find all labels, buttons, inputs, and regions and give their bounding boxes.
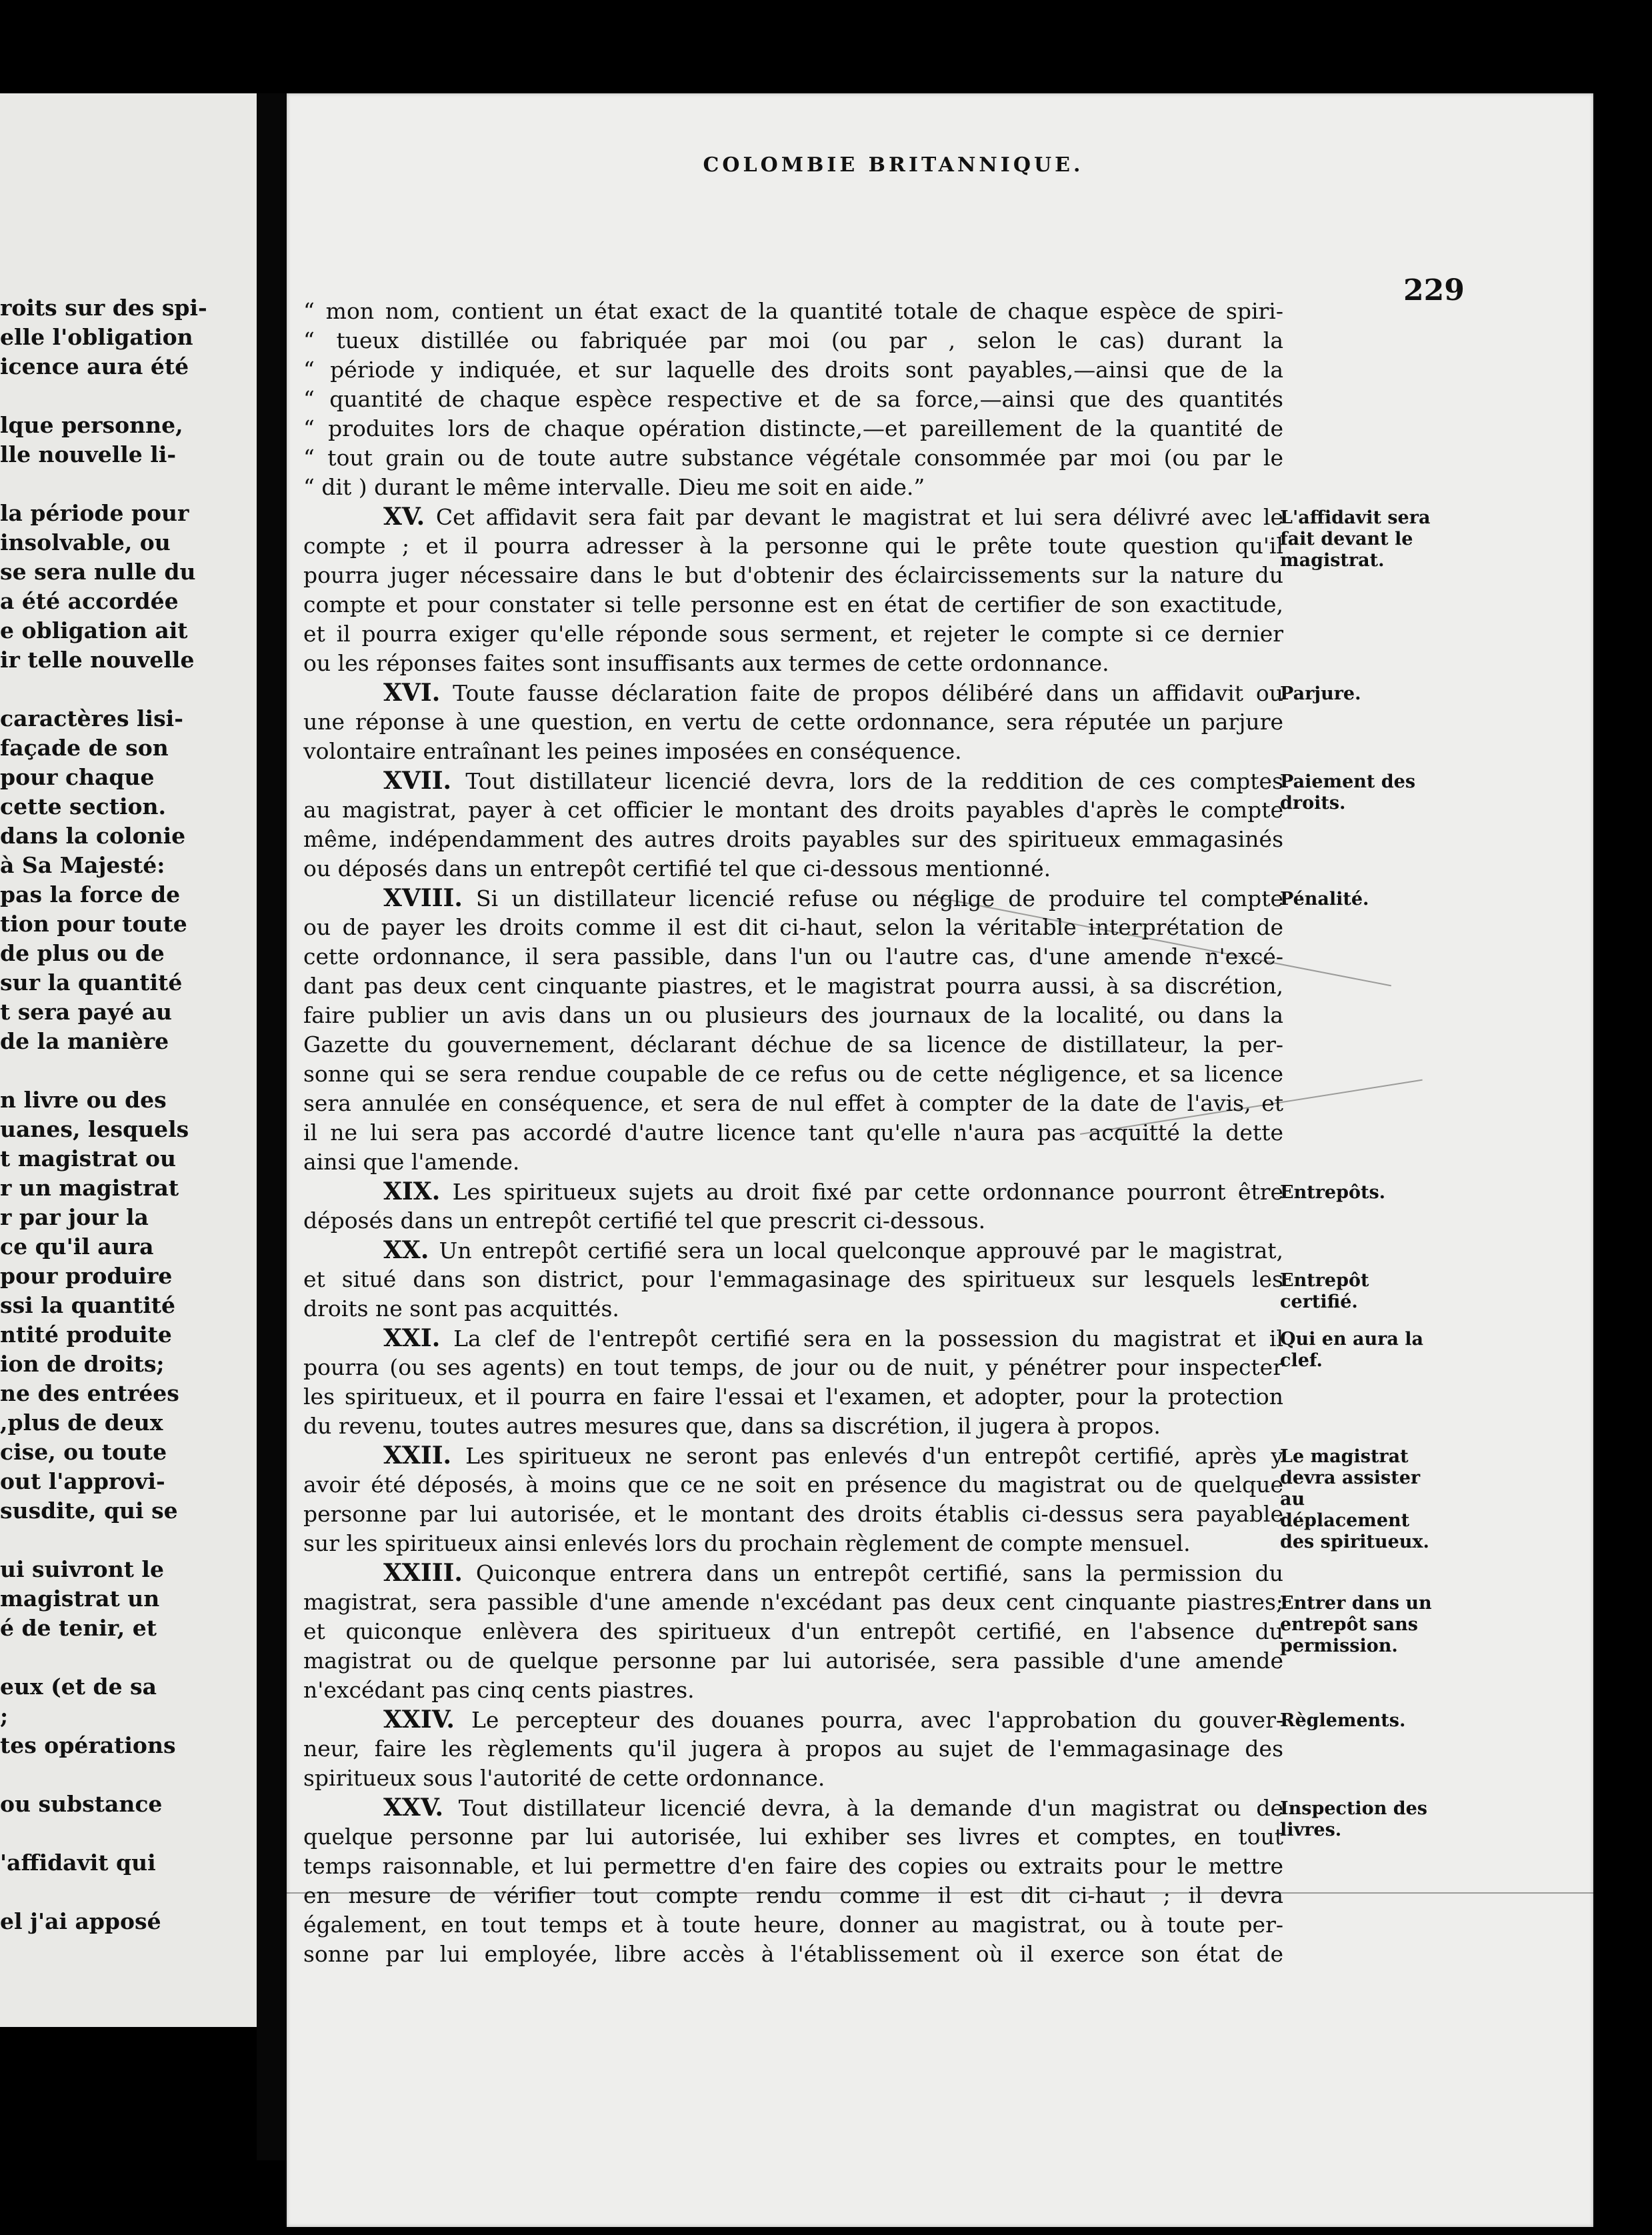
left-page-line: a été accordée xyxy=(0,588,179,614)
line-text: “ période y indiquée, et sur laquelle des droits sont payables,—ainsi que de la xyxy=(303,357,1283,383)
article-number: XXIV. xyxy=(383,1706,455,1734)
line-text: “ dit ) durant le même intervalle. Dieu me soit en aide.” xyxy=(303,474,925,500)
left-page-line: de la manière xyxy=(0,1028,169,1054)
line-text: déposés dans un entrepôt certifié tel que prescrit ci-dessous. xyxy=(303,1208,986,1234)
line-text: “ tout grain ou de toute autre substance végétale consommée par moi (ou par le xyxy=(303,445,1283,471)
body-line xyxy=(303,1588,1283,1617)
left-page-line: é de tenir, et xyxy=(0,1615,157,1641)
left-page-line: ntité produite xyxy=(0,1322,172,1348)
line-text: droits ne sont pas acquittés. xyxy=(303,1296,619,1322)
body-line xyxy=(303,443,1283,473)
body-line xyxy=(303,1676,1283,1705)
left-page-line: ssi la quantité xyxy=(0,1292,176,1318)
body-line xyxy=(303,1852,1283,1881)
body-line xyxy=(303,1646,1283,1676)
left-page-line: lle nouvelle li- xyxy=(0,441,177,467)
body-line xyxy=(303,707,1283,737)
left-page-line xyxy=(0,1819,200,1848)
line-text: “ quantité de chaque espèce respective et de sa force,—ainsi que des quantités xyxy=(303,386,1283,412)
body-line xyxy=(303,561,1283,590)
article-line xyxy=(303,1793,1283,1822)
body-line xyxy=(303,1206,1283,1236)
line-text: n'excédant pas cinq cents piastres. xyxy=(303,1677,695,1703)
book-gutter xyxy=(257,93,290,2160)
line-text: sonne par lui employée, libre accès à l'établissement où il exerce son état de xyxy=(303,1941,1283,1967)
left-page-line: sur la quantité xyxy=(0,969,183,995)
left-page-line: cise, ou toute xyxy=(0,1439,167,1465)
article-line xyxy=(303,1236,1283,1265)
left-page-line xyxy=(0,381,200,411)
line-text: sonne qui se sera rendue coupable de ce refus ou de cette négligence, et sa licence xyxy=(303,1061,1283,1087)
margin-note: L'affidavit sera fait devant le magistrat. xyxy=(1280,507,1431,571)
page-number: 229 xyxy=(1403,273,1465,307)
body-line xyxy=(303,297,1283,326)
left-page-text xyxy=(0,293,207,1936)
body-line xyxy=(303,1940,1283,1969)
left-page-line: eux (et de sa xyxy=(0,1674,157,1700)
line-text: sur les spiritueux ainsi enlevés lors du prochain règlement de compte mensuel. xyxy=(303,1530,1191,1556)
line-text: temps raisonnable, et lui permettre d'en faire des copies ou extraits pour le mettre xyxy=(303,1853,1283,1879)
left-page-line: cette section. xyxy=(0,793,166,819)
left-page-line: tes opérations xyxy=(0,1732,176,1758)
paper-crease xyxy=(287,1892,1593,1894)
body-line xyxy=(303,1470,1283,1500)
body-line xyxy=(303,1910,1283,1940)
left-page-line: pour chaque xyxy=(0,764,155,790)
line-text: ou déposés dans un entrepôt certifié tel que ci-dessous mentionné. xyxy=(303,855,1051,881)
article-line xyxy=(303,502,1283,531)
body-line xyxy=(303,1001,1283,1030)
line-text: dant pas deux cent cinquante piastres, et le magistrat pourra aussi, à sa discrétion, xyxy=(303,973,1283,999)
body-line xyxy=(303,1265,1283,1294)
line-text: personne par lui autorisée, et le montant des droits établis ci-dessus sera payable xyxy=(303,1501,1283,1527)
line-text: pourra (ou ses agents) en tout temps, de jour ou de nuit, y pénétrer pour inspecter xyxy=(303,1354,1283,1380)
body-line xyxy=(303,825,1283,854)
left-page-line: pas la force de xyxy=(0,881,181,907)
line-text: Si un distillateur licencié refuse ou néglige de produire tel compte xyxy=(462,885,1283,911)
article-number: XV. xyxy=(383,503,425,531)
body-line xyxy=(303,1118,1283,1148)
line-text: Les spiritueux sujets au droit fixé par cette ordonnance pourront être xyxy=(440,1179,1283,1205)
margin-note: Parjure. xyxy=(1280,683,1361,704)
line-text: pourra juger nécessaire dans le but d'obtenir des éclaircissements sur la nature du xyxy=(303,562,1283,588)
line-text: Toute fausse déclaration faite de propos délibéré dans un affidavit ou xyxy=(440,680,1283,706)
line-text: Un entrepôt certifié sera un local quelconque approuvé par le magistrat, xyxy=(429,1238,1283,1264)
body-line xyxy=(303,1529,1283,1558)
body-line xyxy=(303,1881,1283,1910)
article-line xyxy=(303,1558,1283,1588)
article-number: XXI. xyxy=(383,1324,441,1352)
body-line xyxy=(303,619,1283,649)
body-line xyxy=(303,854,1283,883)
article-line xyxy=(303,1177,1283,1206)
line-text: cette ordonnance, il sera passible, dans l'un ou l'autre cas, d'une amende n'excé- xyxy=(303,943,1283,969)
line-text: Les spiritueux ne seront pas enlevés d'un entrepôt certifié, après y xyxy=(451,1443,1283,1469)
left-page-line: e obligation ait xyxy=(0,617,188,643)
left-page-line xyxy=(0,1643,200,1672)
line-text: il ne lui sera pas accordé d'autre licence tant qu'elle n'aura pas acquitté la dette xyxy=(303,1120,1283,1146)
left-page-line: t magistrat ou xyxy=(0,1146,176,1172)
body-line xyxy=(303,913,1283,942)
left-page-line: ui suivront le xyxy=(0,1556,164,1582)
article-line xyxy=(303,678,1283,707)
line-text: les spiritueux, et il pourra en faire l'essai et l'examen, et adopter, pour la protection xyxy=(303,1384,1283,1410)
line-text: volontaire entraînant les peines imposées en conséquence. xyxy=(303,738,962,764)
line-text: en mesure de vérifier tout compte rendu comme il est dit ci-haut ; il devra xyxy=(303,1882,1283,1908)
article-number: XVI. xyxy=(383,679,441,707)
left-page-line: insolvable, ou xyxy=(0,529,171,555)
left-page-line: r par jour la xyxy=(0,1204,149,1230)
article-number: XIX. xyxy=(383,1178,441,1206)
body-line xyxy=(303,473,1283,502)
article-line xyxy=(303,883,1283,913)
article-number: XXII. xyxy=(383,1442,452,1470)
left-page-line: ,plus de deux xyxy=(0,1410,163,1436)
line-text: également, en tout temps et à toute heure, donner au magistrat, ou à toute per- xyxy=(303,1912,1283,1938)
line-text: et il pourra exiger qu'elle réponde sous serment, et rejeter le compte si ce dernier xyxy=(303,621,1283,647)
article-number: XX. xyxy=(383,1236,429,1264)
body-line xyxy=(303,355,1283,385)
article-line xyxy=(303,766,1283,795)
left-page-line: el j'ai apposé xyxy=(0,1908,161,1934)
body-line xyxy=(303,326,1283,355)
line-text: compte et pour constater si telle personne est en état de certifier de son exactitude, xyxy=(303,591,1283,617)
left-page-line: la période pour xyxy=(0,500,189,526)
line-text: “ tueux distillée ou fabriquée par moi (ou par , selon le cas) durant la xyxy=(303,327,1283,353)
line-text: Gazette du gouvernement, déclarant déchue de sa licence de distillateur, la per- xyxy=(303,1031,1283,1057)
margin-note: Paiement des droits. xyxy=(1280,771,1416,813)
body-line xyxy=(303,1500,1283,1529)
left-page-line xyxy=(0,1878,200,1907)
left-page-line: ; xyxy=(0,1703,9,1729)
body-line xyxy=(303,1412,1283,1441)
article-number: XXV. xyxy=(383,1794,444,1822)
line-text: et quiconque enlèvera des spiritueux d'un entrepôt certifié, en l'absence du xyxy=(303,1618,1283,1644)
margin-note: Pénalité. xyxy=(1280,889,1369,909)
body-line xyxy=(303,649,1283,678)
line-text: Cet affidavit sera fait par devant le magistrat et lui sera délivré avec le xyxy=(425,504,1283,530)
line-text: “ produites lors de chaque opération distincte,—et pareillement de la quantité de xyxy=(303,415,1283,441)
line-text: quelque personne par lui autorisée, lui exhiber ses livres et comptes, en tout xyxy=(303,1824,1283,1850)
line-text: au magistrat, payer à cet officier le montant des droits payables d'après le compte xyxy=(303,797,1283,823)
left-page-line: ion de droits; xyxy=(0,1351,165,1377)
left-page-line: 'affidavit qui xyxy=(0,1850,156,1876)
body-line xyxy=(303,942,1283,971)
left-page-line: uanes, lesquels xyxy=(0,1116,189,1142)
line-text: sera annulée en conséquence, et sera de nul effet à compter de la date de l'avis, et xyxy=(303,1090,1283,1116)
line-text: une réponse à une question, en vertu de cette ordonnance, sera réputée un parjure xyxy=(303,709,1283,735)
left-facing-page xyxy=(0,93,257,2027)
line-text: Le percepteur des douanes pourra, avec l'approbation du gouver- xyxy=(454,1707,1283,1733)
line-text: ainsi que l'amende. xyxy=(303,1149,520,1175)
body-line xyxy=(303,414,1283,443)
line-text: avoir été déposés, à moins que ce ne soit en présence du magistrat ou de quelque xyxy=(303,1472,1283,1498)
body-line xyxy=(303,1764,1283,1793)
left-page-line: dans la colonie xyxy=(0,823,186,849)
left-page-line: se sera nulle du xyxy=(0,559,196,585)
body-line xyxy=(303,1617,1283,1646)
left-page-line xyxy=(0,1056,200,1085)
line-text: faire publier un avis dans un ou plusieurs des journaux de la localité, ou dans la xyxy=(303,1002,1283,1028)
running-title: COLOMBIE BRITANNIQUE. xyxy=(703,153,1084,177)
line-text: neur, faire les règlements qu'il jugera à propos au sujet de l'emmagasinage des xyxy=(303,1736,1283,1762)
margin-note: Entrer dans un entrepôt sans permission. xyxy=(1280,1593,1432,1656)
body-line xyxy=(303,1382,1283,1412)
body-line xyxy=(303,971,1283,1001)
line-text: compte ; et il pourra adresser à la personne qui le prête toute question qu'il xyxy=(303,533,1283,559)
left-page-line: icence aura été xyxy=(0,353,189,379)
body-line xyxy=(303,1822,1283,1852)
left-page-line: susdite, qui se xyxy=(0,1498,178,1524)
article-line xyxy=(303,1705,1283,1734)
body-line xyxy=(303,795,1283,825)
left-page-line: lque personne, xyxy=(0,412,183,438)
margin-note: Inspection des livres. xyxy=(1280,1798,1427,1840)
left-page-line: ou substance xyxy=(0,1791,163,1817)
left-page-line xyxy=(0,675,200,704)
body-line xyxy=(303,1353,1283,1382)
body-line xyxy=(303,385,1283,414)
body-line xyxy=(303,1294,1283,1324)
left-page-line: ne des entrées xyxy=(0,1380,179,1406)
left-page-line: out l'approvi- xyxy=(0,1468,165,1494)
line-text: spiritueux sous l'autorité de cette ordonnance. xyxy=(303,1765,825,1791)
line-text: ou de payer les droits comme il est dit ci-haut, selon la véritable interprétation de xyxy=(303,914,1283,940)
line-text: Tout distillateur licencié devra, lors de la reddition de ces comptes xyxy=(451,768,1283,794)
left-page-line xyxy=(0,469,200,499)
line-text: La clef de l'entrepôt certifié sera en la possession du magistrat et il xyxy=(440,1326,1283,1352)
body-line xyxy=(303,1148,1283,1177)
line-text: magistrat ou de quelque personne par lui autorisée, sera passible d'une amende xyxy=(303,1648,1283,1674)
article-number: XXIII. xyxy=(383,1559,463,1587)
body-line xyxy=(303,1059,1283,1089)
body-line xyxy=(303,737,1283,766)
left-page-line: ir telle nouvelle xyxy=(0,647,195,673)
margin-note: Le magistrat devra assister au déplacement des spiritueux. xyxy=(1280,1446,1429,1552)
line-text: Tout distillateur licencié devra, à la demande d'un magistrat ou de xyxy=(443,1795,1283,1821)
margin-note: Entrepôt certifié. xyxy=(1280,1270,1369,1312)
left-page-line: pour produire xyxy=(0,1263,173,1289)
margin-note: Qui en aura la clef. xyxy=(1280,1329,1424,1371)
left-page-line: tion pour toute xyxy=(0,911,187,937)
body-line xyxy=(303,590,1283,619)
body-line xyxy=(303,1734,1283,1764)
margin-note: Règlements. xyxy=(1280,1710,1406,1731)
line-text: même, indépendamment des autres droits payables sur des spiritueux emmagasinés xyxy=(303,826,1283,852)
line-text: et situé dans son district, pour l'emmagasinage des spiritueux sur lesquels les xyxy=(303,1266,1283,1292)
article-number: XVIII. xyxy=(383,884,463,912)
left-page-line xyxy=(0,1526,200,1555)
left-page-line: elle l'obligation xyxy=(0,324,193,350)
body-line xyxy=(303,531,1283,561)
article-line xyxy=(303,1324,1283,1353)
article-number: XVII. xyxy=(383,767,452,795)
left-page-line: roits sur des spi- xyxy=(0,295,207,321)
article-line xyxy=(303,1441,1283,1470)
left-page-line: ce qu'il aura xyxy=(0,1234,154,1260)
left-page-line: façade de son xyxy=(0,735,169,761)
left-page-line: à Sa Majesté: xyxy=(0,852,165,878)
left-page-line: magistrat un xyxy=(0,1586,160,1612)
line-text: ou les réponses faites sont insuffisants aux termes de cette ordonnance. xyxy=(303,650,1109,676)
line-text: du revenu, toutes autres mesures que, dans sa discrétion, il jugera à propos. xyxy=(303,1413,1161,1439)
left-page-line: caractères lisi- xyxy=(0,705,183,731)
left-page-line: n livre ou des xyxy=(0,1087,167,1113)
margin-note: Entrepôts. xyxy=(1280,1182,1386,1203)
left-page-line: t sera payé au xyxy=(0,999,173,1025)
body-line xyxy=(303,1030,1283,1059)
left-page-line xyxy=(0,1760,200,1790)
line-text: Quiconque entrera dans un entrepôt certifié, sans la permission du xyxy=(462,1560,1283,1586)
line-text: “ mon nom, contient un état exact de la quantité totale de chaque espèce de spiri- xyxy=(303,298,1283,324)
body-line xyxy=(303,1089,1283,1118)
left-page-line: r un magistrat xyxy=(0,1175,179,1201)
left-page-line: de plus ou de xyxy=(0,940,165,966)
line-text: magistrat, sera passible d'une amende n'excédant pas deux cent cinquante piastres; xyxy=(303,1589,1283,1615)
body-text xyxy=(303,297,1283,1969)
